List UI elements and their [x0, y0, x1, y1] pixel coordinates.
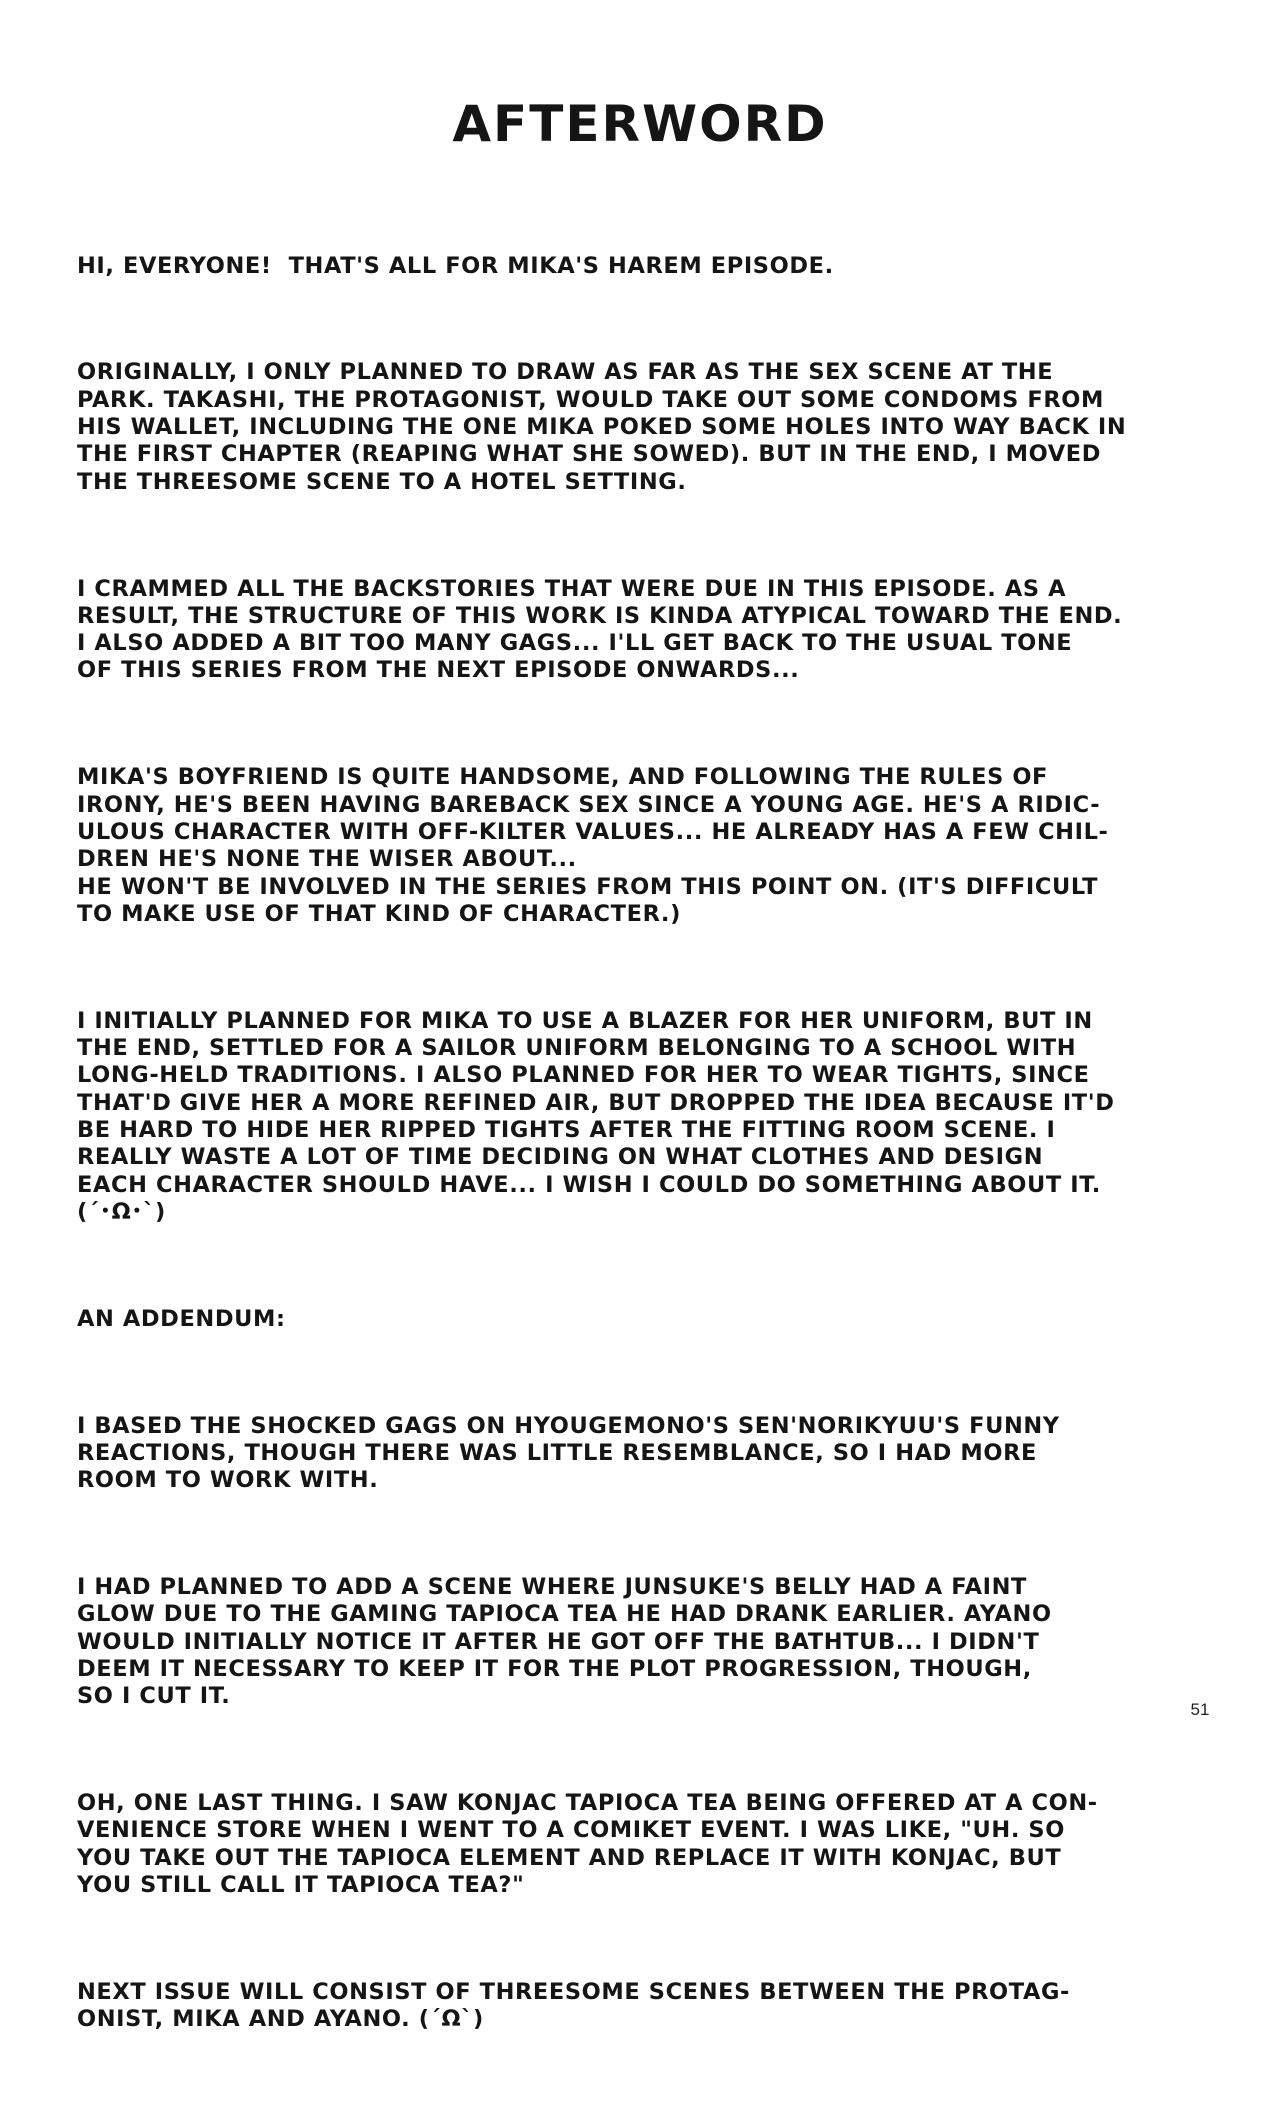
page-title: AFTERWORD — [452, 95, 828, 153]
paragraph-uniform: I INITIALLY PLANNED FOR MIKA TO USE A BLAZER FOR HER UNIFORM, BUT IN THE END, SETTLED FOR A SAILOR UNIFORM BELONGING TO A SCHOOL WITH LONG-HELD TRADITIONS. I ALSO PLANNED FOR HER TO WEAR TIGHTS, SINCE THAT'D GIVE HER A MORE REFINED AIR, BUT DROPPED THE IDEA BECAUSE IT'D BE HARD TO HIDE HER RIPPED TIGHTS AFTER THE FITTING ROOM SCENE. I REALLY WASTE A LOT OF TIME DECIDING ON WHAT CLOTHES AND DESIGN EACH CHARACTER SHOULD HAVE... I WISH I COULD DO SOMETHING ABOUT IT. (´･Ω･`) — [77, 1007, 1115, 1225]
paragraph-next-issue: NEXT ISSUE WILL CONSIST OF THREESOME SCENES BETWEEN THE PROTAG- ONIST, MIKA AND AYANO. (´Ω`) — [77, 1978, 1070, 2033]
paragraph-backstories: I CRAMMED ALL THE BACKSTORIES THAT WERE DUE IN THIS EPISODE. AS A RESULT, THE STRUCTURE OF THIS WORK IS KINDA ATYPICAL TOWARD THE END. I ALSO ADDED A BIT TOO MANY GAGS... I'LL GET BACK TO THE USUAL TONE OF THIS SERIES FROM THE NEXT EPISODE ONWARDS... — [77, 575, 1123, 684]
paragraph-original-plan: ORIGINALLY, I ONLY PLANNED TO DRAW AS FAR AS THE SEX SCENE AT THE PARK. TAKASHI, THE PROTAGONIST, WOULD TAKE OUT SOME CONDOMS FROM HIS WALLET, INCLUDING THE ONE MIKA POKED SOME HOLES INTO WAY BACK IN THE FIRST CHAPTER (REAPING WHAT SHE SOWED). BUT IN THE END, I MOVED THE THREESOME SCENE TO A HOTEL SETTING. — [77, 359, 1127, 495]
afterword-body — [77, 198, 1202, 2113]
paragraph-boyfriend: MIKA'S BOYFRIEND IS QUITE HANDSOME, AND FOLLOWING THE RULES OF IRONY, HE'S BEEN HAVING BAREBACK SEX SINCE A YOUNG AGE. HE'S A RIDIC- ULOUS CHARACTER WITH OFF-KILTER VALUES... HE ALREADY HAS A FEW CHIL- DREN HE'S NONE THE WISER ABOUT... HE WON'T BE INVOLVED IN THE SERIES FROM THIS POINT ON. (IT'S DIFFICULT TO MAKE USE OF THAT KIND OF CHARACTER.) — [77, 764, 1109, 927]
paragraph-greeting: HI, EVERYONE! THAT'S ALL FOR MIKA'S HAREM EPISODE. — [77, 252, 834, 279]
addendum-heading: AN ADDENDUM: — [77, 1305, 286, 1332]
page-number: 51 — [1190, 1700, 1210, 1719]
paragraph-shocked-gags: I BASED THE SHOCKED GAGS ON HYOUGEMONO'S SEN'NORIKYUU'S FUNNY REACTIONS, THOUGH THERE WAS LITTLE RESEMBLANCE, SO I HAD MORE ROOM TO WORK WITH. — [77, 1412, 1060, 1494]
paragraph-konjac-tea: OH, ONE LAST THING. I SAW KONJAC TAPIOCA TEA BEING OFFERED AT A CON- VENIENCE STORE WHEN I WENT TO A COMIKET EVENT. I WAS LIKE, "UH. SO YOU TAKE OUT THE TAPIOCA ELEMENT AND REPLACE IT WITH KONJAC, BUT YOU STILL CALL IT TAPIOCA TEA?" — [77, 1790, 1098, 1899]
paragraph-glow-scene: I HAD PLANNED TO ADD A SCENE WHERE JUNSUKE'S BELLY HAD A FAINT GLOW DUE TO THE GAMING TAPIOCA TEA HE HAD DRANK EARLIER. AYANO WOULD INITIALLY NOTICE IT AFTER HE GOT OFF THE BATHTUB... I DIDN'T DEEM IT NECESSARY TO KEEP IT FOR THE PLOT PROGRESSION, THOUGH, SO I CUT IT. — [77, 1574, 1052, 1710]
